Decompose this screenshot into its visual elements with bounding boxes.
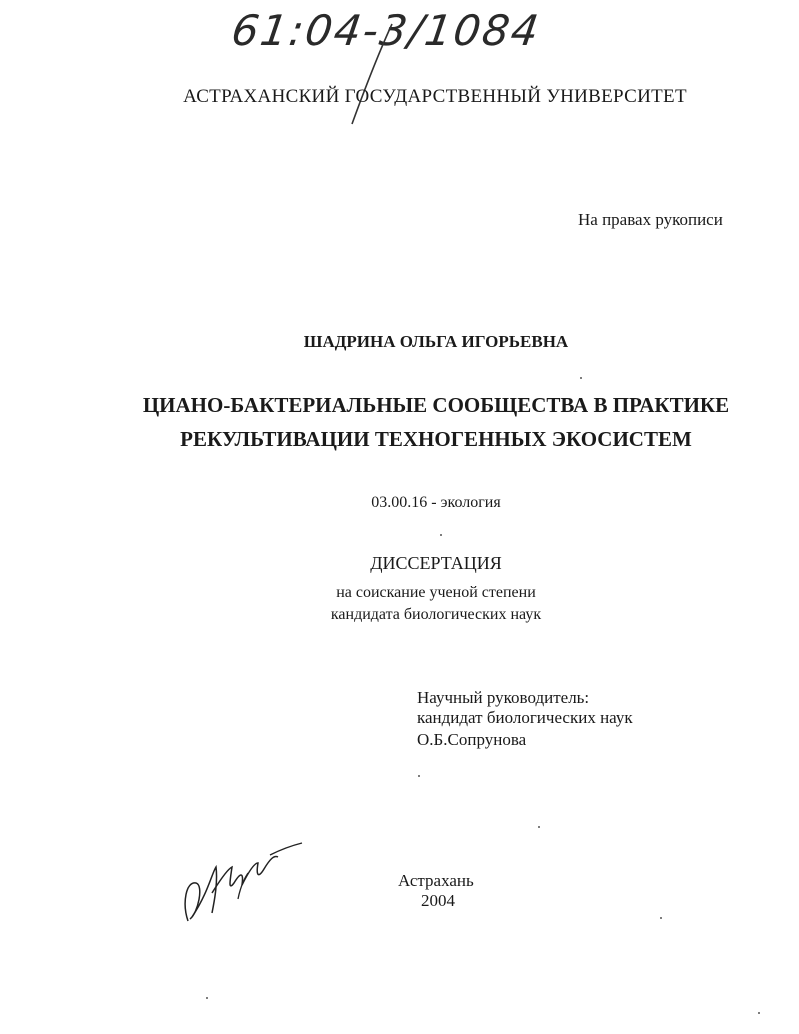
scan-speck [206,997,208,999]
scan-speck [418,775,420,777]
author-signature [178,833,308,933]
supervisor-name: О.Б.Сопрунова [417,730,527,749]
document-type: ДИССЕРТАЦИЯ [370,553,502,573]
supervisor-degree: кандидат биологических наук [417,708,633,727]
scan-speck [440,534,442,536]
scan-speck [660,917,662,919]
manuscript-rights-note: На правах рукописи [578,210,723,229]
thesis-title-line-2: РЕКУЛЬТИВАЦИИ ТЕХНОГЕННЫХ ЭКОСИСТЕМ [180,427,692,451]
scan-speck [580,377,582,379]
degree-line-1: на соискание ученой степени [336,584,536,601]
thesis-title-line-1: ЦИАНО-БАКТЕРИАЛЬНЫЕ СООБЩЕСТВА В ПРАКТИКЕ [142,393,730,417]
handwritten-slash-stroke [330,20,420,130]
year: 2004 [421,891,455,910]
archive-code-handwritten: 61:04-3/1084 [228,6,544,55]
supervisor-label: Научный руководитель: [417,688,590,707]
university-name: АСТРАХАНСКИЙ ГОСУДАРСТВЕННЫЙ УНИВЕРСИТЕТ [183,86,687,107]
scan-speck [758,1012,760,1014]
degree-line-2: кандидата биологических наук [330,606,542,623]
specialty-code: 03.00.16 - экология [371,494,501,511]
city: Астрахань [398,871,474,890]
author-name: ШАДРИНА ОЛЬГА ИГОРЬЕВНА [303,332,569,351]
scan-speck [538,826,540,828]
